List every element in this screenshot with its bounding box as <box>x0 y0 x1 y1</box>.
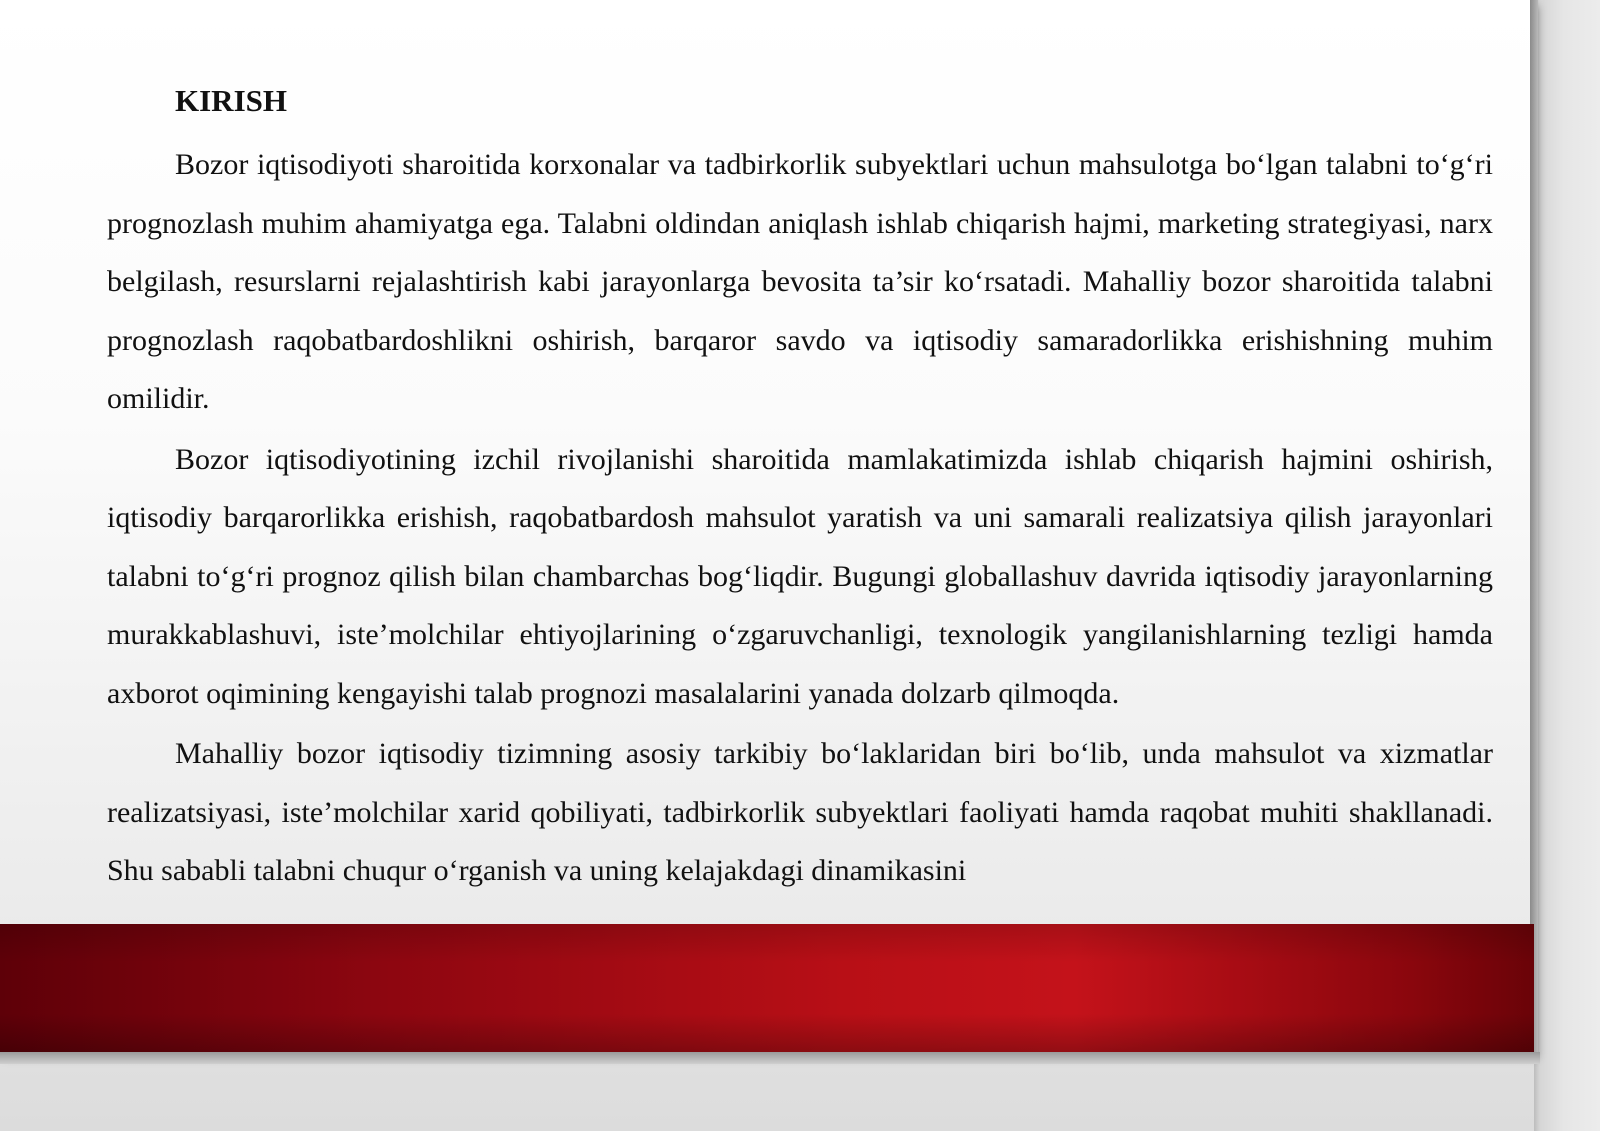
paragraph-1: Bozor iqtisodiyoti sharoitida korxonalar va tadbirkorlik subyektlari uchun mahsulotga bo‘lgan talabni to‘g‘ri prognozlash muhim ahamiyatga ega. Talabni oldindan aniqlash ishlab chiqarish hajmi, marketing strategiyasi, narx belgilash, resurslarni rejalashtirish kabi jarayonlarga bevosita ta’sir ko‘rsatadi. Mahalliy bozor sharoitida talabni prognozlash raqobatbardoshlikni oshirish, barqaror savdo va iqtisodiy samaradorlikka erishishning muhim omilidir. <box>107 148 1493 415</box>
document-body <box>107 78 1493 901</box>
right-frame <box>1534 0 1600 1131</box>
paragraph-3: Mahalliy bozor iqtisodiy tizimning asosiy tarkibiy bo‘laklaridan biri bo‘lib, unda mahsulot va xizmatlar realizatsiyasi, iste’molchilar xarid qobiliyati, tadbirkorlik subyektlari faoliyati hamda raqobat muhiti shakllanadi. Shu sababli talabni chuqur o‘rganish va uning kelajakdagi dinamikasini <box>107 737 1493 887</box>
paragraph-2: Bozor iqtisodiyotining izchil rivojlanishi sharoitida mamlakatimizda ishlab chiqarish hajmini oshirish, iqtisodiy barqarorlikka erishish, raqobatbardosh mahsulot yaratish va uni samarali realizatsiya qilish jarayonlari talabni to‘g‘ri prognoz qilish bilan chambarchas bog‘liqdir. Bugungi globallashuv davrida iqtisodiy jarayonlarning murakkablashuvi, iste’molchilar ehtiyojlarining o‘zgaruvchanligi, texnologik yangilanishlarning tezligi hamda axborot oqimining kengayishi talab prognozi masalalarini yanada dolzarb qilmoqda. <box>107 442 1493 710</box>
slide-edge-shadow <box>1530 0 1538 1060</box>
red-footer-band <box>0 924 1534 1052</box>
slide-bottom-shadow <box>0 1052 1540 1064</box>
section-title: KIRISH <box>175 83 287 118</box>
